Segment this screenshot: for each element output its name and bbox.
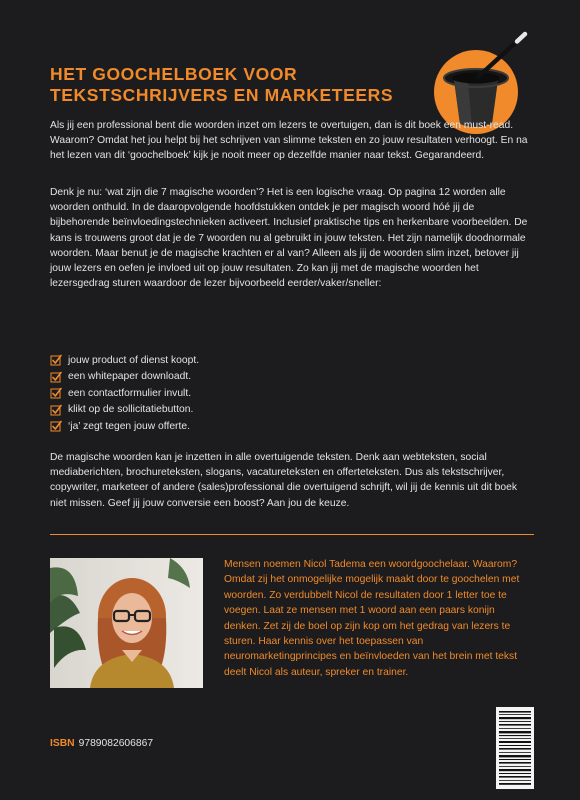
magic-words-paragraph: Denk je nu: ‘wat zijn die 7 magische woorden’? Het is een logische vraag. Op pagina 12 worden alle woorden onthuld. In de daaropvolgende hoofdstukken ontdek je per magisch woord hóé jij de bijbehorende beïnvloedingstechnieken activeert. Inclusief praktische tips en herkenbare voorbeelden. De kans is trouwens groot dat je de 7 woorden nu al gebruikt in jouw teksten. Het zijn namelijk doodnormale woorden. Maar benut je de magische krachten er al van? Alleen als jij de woorden slim inzet, betover jij jouw lezers en oefen je invloed uit op jouw resultaten. Zo kan jij met de magische woorden het lezersgedrag sturen waardoor de lezer bijvoorbeeld eerder/vaker/sneller:: [50, 187, 528, 290]
checklist-text: klikt op de sollicitatiebutton.: [68, 404, 194, 416]
checklist-text: een whitepaper downloadt.: [68, 371, 192, 383]
benefit-checklist: [50, 352, 350, 435]
title-line-2: TEKSTSCHRIJVERS EN MARKETEERS: [50, 85, 394, 105]
title-line-1: HET GOOCHELBOEK VOOR: [50, 64, 298, 84]
checkbox-check-icon: [50, 420, 62, 432]
list-item: [50, 418, 350, 435]
list-item: [50, 385, 350, 402]
checklist-text: jouw product of dienst koopt.: [68, 354, 200, 366]
cover-title: [50, 64, 410, 106]
section-divider: [50, 534, 534, 535]
list-item: [50, 402, 350, 419]
author-bio: Mensen noemen Nicol Tadema een woordgoochelaar. Waarom? Omdat zij het onmogelijke mogelijk maakt door te goochelen met woorden. Zo verdubbelt Nicol de resultaten door 1 letter toe te voegen. Laat ze mensen met 1 woord aan een paars konijn denken. Zet zij de boel op zijn kop om het gedrag van lezers te sturen. Haar kennis over het toepassen van neuromarketingprincipes en beïnvloeden van het brein met tekst deelt Nicol als auteur, spreker en trainer.: [224, 559, 520, 678]
checkbox-check-icon: [50, 387, 62, 399]
list-item: [50, 352, 350, 369]
barcode: [496, 707, 534, 789]
checkbox-check-icon: [50, 371, 62, 383]
checklist-text: ‘ja’ zegt tegen jouw offerte.: [68, 420, 190, 432]
author-photo: [50, 558, 203, 688]
isbn-number: 9789082606867: [78, 738, 154, 749]
isbn-label: ISBN: [50, 738, 75, 749]
isbn: [50, 738, 153, 749]
list-item: [50, 369, 350, 386]
intro-paragraph: Als jij een professional bent die woorden inzet om lezers te overtuigen, dan is dit boek een must-read. Waarom? Omdat het jou helpt bij het schrijven van slimme teksten en zo jouw resultaten verhoogt. En na het lezen van dit ‘goochelboek’ kijk je nooit meer op dezelfde manier naar tekst. Gegarandeerd.: [50, 120, 528, 162]
usage-paragraph: De magische woorden kan je inzetten in alle overtuigende teksten. Denk aan webteksten, social mediaberichten, brochureteksten, slogans, vacatureteksten en offerteteksten. Dus als tekstschrijver, copywriter, marketeer of andere (sales)professional die overtuigend schrijft, wil jij de kennis uit dit boek niet missen. Geef jij jouw conversie een boost? Aan jou de keuze.: [50, 452, 518, 509]
checkbox-check-icon: [50, 404, 62, 416]
checklist-text: een contactformulier invult.: [68, 387, 192, 399]
checkbox-check-icon: [50, 354, 62, 366]
